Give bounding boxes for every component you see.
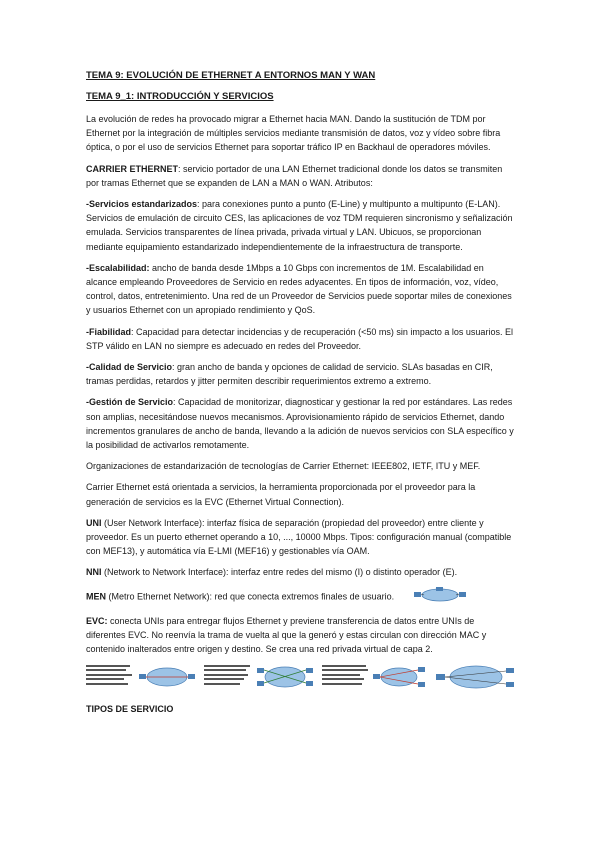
carrier-paragraph: [86, 162, 516, 190]
uni-text: (User Network Interface): interfaz física de separación (propiedad del proveedor) entre cliente y proveedor. Es un puerto ethernet operando a 10, ..., 10000 Mbps. Tipos: configuración manual (compatible con MEF13), y automática vía E-LMI (MEF16) y gestionables vía OAM.: [86, 517, 512, 557]
network-cloud-icon: [256, 662, 314, 692]
evc-text: conecta UNIs para entregar flujos Ethernet y previene transferencia de datos entre UNIs de diferentes EVC. No reenvía la trama de vuelta al que la generó y estas circulan con dirección MAC y contenido inalterados entre origen y destino. Se crea una red privada virtual de capa 2.: [86, 615, 487, 655]
document-title: TEMA 9: EVOLUCIÓN DE ETHERNET A ENTORNOS MAN Y WAN: [86, 70, 376, 81]
document-page: [86, 70, 516, 714]
diagram-point-to-point: [86, 662, 196, 692]
nni-paragraph: [86, 565, 516, 579]
intro-paragraph: La evolución de redes ha provocado migrar a Ethernet hacia MAN. Dando la sustitución de TDM por Ethernet por la integración de múltiples servicios mediante transmisión de datos, voz y vídeo sobre fibra óptica, o por el uso de servicios Ethernet para soportar tráfico IP en Backhaul de operadores móviles.: [86, 114, 501, 153]
diagram-network: [434, 662, 516, 692]
attr-text: : Capacidad para detectar incidencias y de recuperación (<50 ms) sin impacto a los usuarios. El STP válido en LAN no siempre es adecuado en redes del Proveedor.: [86, 326, 513, 351]
diagram-caption: [204, 665, 252, 688]
evc-term: EVC:: [86, 615, 108, 626]
organizations-paragraph: Organizaciones de estandarización de tecnologías de Carrier Ethernet: IEEE802, IETF, ITU y MEF.: [86, 461, 481, 472]
attr-servicios: [86, 197, 516, 254]
men-text: (Metro Ethernet Network): red que conecta extremos finales de usuario.: [106, 591, 395, 602]
section-heading-tipos: TIPOS DE SERVICIO: [86, 703, 174, 714]
attr-term: -Gestión de Servicio: [86, 397, 174, 408]
nni-term: NNI: [86, 567, 102, 578]
diagram-rooted-multipoint: [322, 662, 426, 692]
section-title: TEMA 9_1: INTRODUCCIÓN Y SERVICIOS: [86, 91, 274, 102]
attr-term: -Calidad de Servicio: [86, 362, 173, 373]
attr-text: : gran ancho de banda y opciones de calidad de servicio. SLAs basadas en CIR, tramas perdidas, retardos y jitter permiten describir requerimientos extremo a extremo.: [86, 362, 493, 387]
evc-intro-paragraph: Carrier Ethernet está orientada a servicios, la herramienta proporcionada por el proveedor para la generación de servicios es la EVC (Ethernet Virtual Connection).: [86, 482, 476, 507]
attr-text: ancho de banda desde 1Mbps a 10 Gbps con incrementos de 1M. Escalabilidad en alcance empleando Proveedores de Servicio en redes adyacentes. En tipos de información, voz, vídeo, control, datos, entretenimiento. Una red de un Proveedor de Servicios puede soportar miles de conexiones y usuarios Ethernet con un apropiado rendimiento y QoS.: [86, 262, 512, 316]
carrier-text: : servicio portador de una LAN Ethernet tradicional donde los datos se transmiten por tramas Ethernet que se expanden de LAN a MAN o WAN. Atributos:: [86, 163, 503, 188]
network-cloud-icon: [138, 662, 196, 692]
attr-term: -Servicios estandarizados: [86, 199, 198, 210]
attr-calidad: [86, 360, 516, 388]
diagram-multipoint: [204, 662, 314, 692]
uni-paragraph: [86, 516, 516, 559]
attr-escalabilidad: [86, 261, 516, 318]
uni-term: UNI: [86, 517, 102, 528]
attr-term: -Escalabilidad:: [86, 262, 150, 273]
men-term: MEN: [86, 591, 106, 602]
evc-paragraph: [86, 614, 516, 657]
men-paragraph: [86, 587, 516, 607]
nni-text: (Network to Network Interface): interfaz entre redes del mismo (I) o distinto operador (E).: [101, 567, 458, 578]
diagram-caption: [322, 665, 370, 688]
network-cloud-icon: [412, 587, 468, 607]
attr-text: : para conexiones punto a punto (E-Line) y multipunto a multipunto (E-LAN). Servicios de emulación de circuito CES, las aplicaciones de voz TDM requieren sincronismo y señalización emulada. Servicios transparentes de línea privada, privada virtual y LAN. Ubicuos, se proporcionan mediante equipamiento estandarizado independientemente de la infraestructura de transporte.: [86, 199, 513, 252]
attr-fiabilidad: [86, 325, 516, 353]
attr-gestion: [86, 395, 516, 452]
attr-term: -Fiabilidad: [86, 326, 131, 337]
diagram-caption: [86, 665, 134, 688]
attr-text: : Capacidad de monitorizar, diagnosticar y gestionar la red por estándares. Las redes son amplias, necesitándose nuevos mecanismos. Aprovisionamiento rápido de servicios Ethernet, dando incrementos granulares de ancho de banda, llevando a la adición de nuevos servicios con SLA específico y la posibilidad de activarlos remotamente.: [86, 397, 514, 451]
evc-diagrams: [86, 662, 516, 692]
network-cloud-icon: [434, 662, 516, 692]
carrier-term: CARRIER ETHERNET: [86, 163, 179, 174]
network-cloud-icon: [372, 662, 426, 692]
